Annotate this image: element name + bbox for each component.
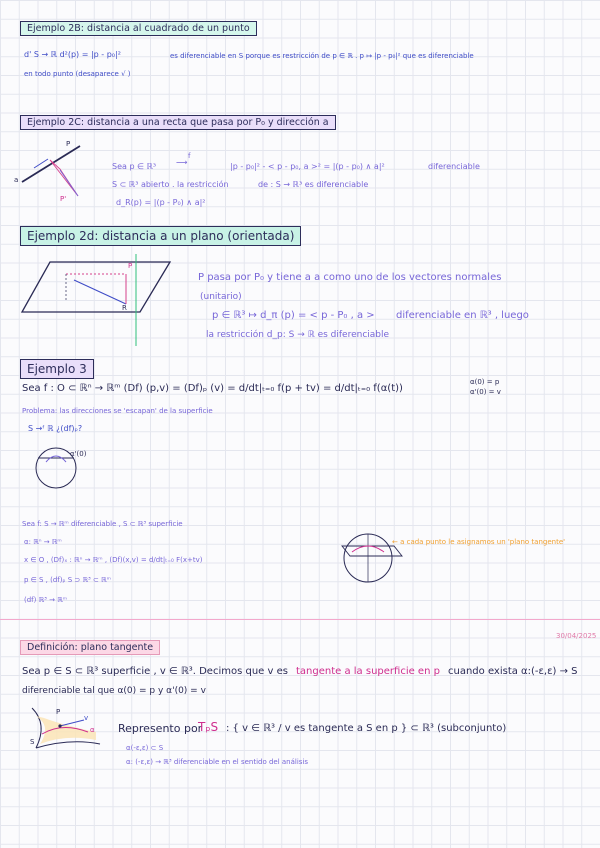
def-point-p <box>58 724 61 727</box>
ej3-curve <box>46 456 66 462</box>
ej3-cond1: α(0) = p <box>470 378 500 386</box>
ej2c-fig-a: a <box>14 176 19 184</box>
def-line2: diferenciable tal que α(0) = p y α'(0) = v <box>22 686 206 696</box>
ej3-title: Ejemplo 3 <box>20 359 94 379</box>
def-sub1: α(-ε,ε) ⊂ S <box>126 744 164 752</box>
def-vector-v <box>60 720 84 726</box>
ej2d-text4: la restricción d_p: S → ℝ es diferenciable <box>206 330 390 340</box>
ej3-orange-note: ← a cada punto le asignamos un 'plano tangente' <box>392 538 566 546</box>
ej3-problema: Problema: las direcciones se 'escapan' de la superficie <box>22 407 213 415</box>
def-title: Definición: plano tangente <box>20 640 160 655</box>
def-rep: Represento por <box>118 722 203 735</box>
ej2d-plane <box>22 262 170 312</box>
def-fig-v: v <box>84 714 89 722</box>
ej2d-text2: (unitario) <box>200 292 242 302</box>
date-stamp: 30/04/2025 <box>556 632 597 640</box>
ej2d-text1: P pasa por P₀ y tiene a a como uno de los vectores normales <box>198 272 502 283</box>
ej3-circle-label: α'(0) <box>70 450 87 458</box>
ej3-sea-f: Sea f: S → ℝᵐ diferenciable , S ⊂ ℝ³ superficie <box>22 520 183 528</box>
ej2d-title: Ejemplo 2d: distancia a un plano (orientada) <box>20 226 301 246</box>
def-line1a: Sea p ∈ S ⊂ ℝ³ superficie , v ∈ ℝ³. Decimos que v es <box>22 666 288 677</box>
ej3-s-map: S →ᶠ ℝ ¿(df)ₚ? <box>28 424 83 433</box>
ej3-xo-line: x ∈ O , (Df)ₓ : ℝⁿ → ℝᵐ , (Df)(x,v) = d/dt|ₜ₌₀ F(x+tv) <box>24 556 203 564</box>
def-fig-alpha: α <box>90 726 95 734</box>
def-tps: TₚS <box>198 720 219 734</box>
ej2b-line1a: d' S → ℝ d²(p) = |p - p₀|² <box>24 50 121 59</box>
ej3-df-line: (df) ℝ³ → ℝᵐ <box>24 596 68 604</box>
ej2c-line2b: de : S → ℝ³ es diferenciable <box>258 180 369 189</box>
ej2b-line2: en todo punto (desaparece √ ) <box>24 70 131 78</box>
ej2d-text3b: diferenciable en ℝ³ , luego <box>396 310 529 321</box>
ej3-tangent-plane <box>342 546 402 556</box>
ej2c-fig-pp: P' <box>60 195 67 203</box>
def-line1b: tangente a la superficie en p <box>296 666 440 677</box>
ej2c-title: Ejemplo 2C: distancia a una recta que pasa por P₀ y dirección a <box>20 115 336 130</box>
def-fig-s: S <box>30 738 35 746</box>
ej2c-line-figure <box>20 140 90 200</box>
ej2c-line3: d_R(p) = |(p - P₀) ∧ a|² <box>116 198 206 207</box>
ej3-ps-line: p ∈ S , (df)ₚ S ⊃ ℝ³ ⊂ ℝᵐ <box>24 576 112 584</box>
def-rep2: : { v ∈ ℝ³ / v es tangente a S en p } ⊂ ℝ³ (subconjunto) <box>226 723 507 734</box>
ej2d-text3a: p ∈ ℝ³ ↦ d_π (p) = < p - P₀ , a > <box>212 310 375 321</box>
ej2b-title: Ejemplo 2B: distancia al cuadrado de un punto <box>20 21 257 36</box>
ej2c-fig-p: P <box>66 140 71 148</box>
def-sub2: α: (-ε,ε) → ℝ³ diferenciable en el sentido del análisis <box>126 758 309 766</box>
ej2c-perp <box>60 170 78 196</box>
ej2c-line1b: |p - p₀|² - < p - p₀, a >² = |(p - p₀) ∧ a|² <box>230 162 385 171</box>
ej2d-fig-r: R <box>122 304 127 312</box>
ej3-alpha-line: α: ℝⁿ → ℝᵐ <box>24 538 62 546</box>
ej3-cond2: α'(0) = v <box>470 388 501 396</box>
def-fig-p: P <box>56 708 61 716</box>
section-divider <box>0 619 600 620</box>
ej2d-fig-p: P <box>128 262 133 270</box>
ej3-eq1: Sea f : O ⊂ ℝⁿ → ℝᵐ (Df) (p,v) = (Df)ₚ (v) = d/dt|ₜ₌₀ f(p + tv) = d/dt|ₜ₌₀ f(α(t)) <box>22 383 403 394</box>
ej2d-segment <box>74 280 126 304</box>
ej2b-line1b: es diferenciable en S porque es restricción de p ∈ ℝ . p ↦ |p - p₀|² que es diferenciable <box>170 52 474 60</box>
def-line1c: cuando exista α:(-ε,ε) → S <box>448 666 578 677</box>
ej2c-arrow-label: f <box>188 152 191 160</box>
ej2c-line1a: Sea p ∈ ℝ³ <box>112 162 157 171</box>
ej2c-line1c: diferenciable <box>428 162 480 171</box>
ej2c-line2a: S ⊂ ℝ³ abierto . la restricción <box>112 180 229 189</box>
ej2c-map-arrow: ⟶ <box>176 158 188 167</box>
ej2c-line <box>22 146 80 182</box>
ej2d-plane-figure <box>20 252 180 352</box>
